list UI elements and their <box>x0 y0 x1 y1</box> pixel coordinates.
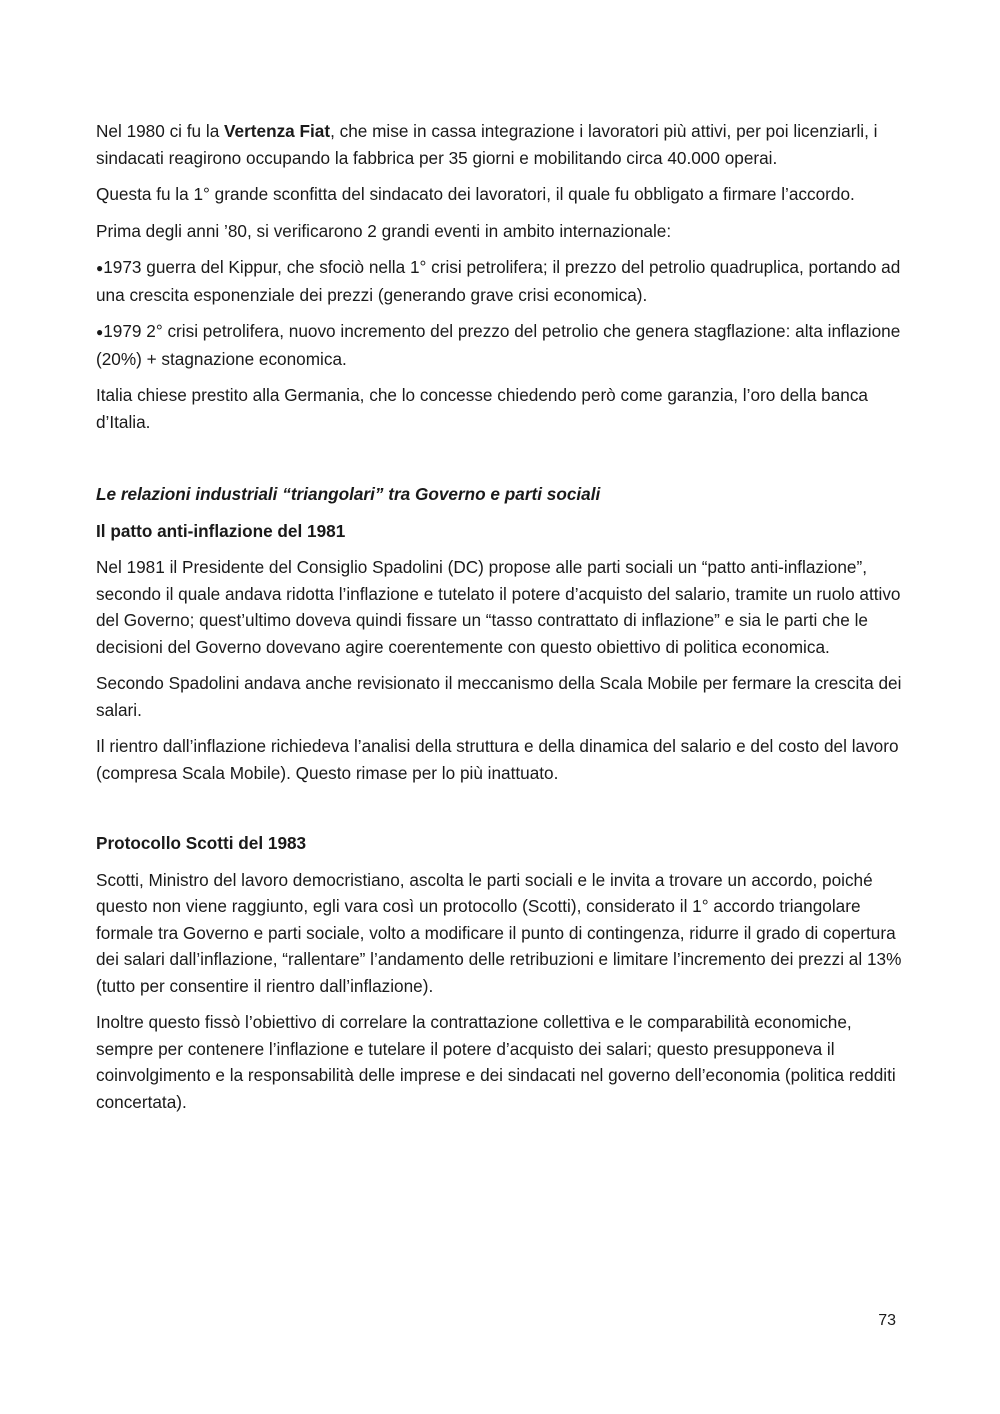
bullet-item-1979 <box>96 318 902 372</box>
bullet-text: 1973 guerra del Kippur, che sfociò nella 1° crisi petrolifera; il prezzo del petrolio quadruplica, portando ad una crescita esponenziale dei prezzi (generando grave crisi economica). <box>96 257 901 305</box>
page-number: 73 <box>878 1312 896 1329</box>
paragraph-text: Nel 1980 ci fu la <box>96 121 225 141</box>
paragraph-prestito-germania: Italia chiese prestito alla Germania, che lo concesse chiedendo però come garanzia, l’oro della banca d’Italia. <box>96 385 868 432</box>
bullet-text: 1979 2° crisi petrolifera, nuovo incremento del prezzo del petrolio che genera stagflazione: alta inflazione (20%) + stagnazione economica. <box>96 321 901 369</box>
paragraph-contrattazione-collettiva: Inoltre questo fissò l’obiettivo di correlare la contrattazione collettiva e le comparabilità economiche, sempre per contenere l’inflazione e tutelare il potere d’acquisto dei salari; questo presupponeva il coinvolgimento e la responsabilità delle imprese e dei sindacati nel governo dell’economia (politica redditi concertata). <box>96 1012 896 1112</box>
document-page <box>96 118 902 1125</box>
paragraph-sconfitta: Questa fu la 1° grande sconfitta del sindacato dei lavoratori, il quale fu obbligato a firmare l’accordo. <box>96 184 855 204</box>
paragraph-spadolini: Nel 1981 il Presidente del Consiglio Spadolini (DC) propose alle parti sociali un “patto anti-inflazione”, secondo il quale andava ridotta l’inflazione e tutelato il potere d’acquisto del salario, tramite un ruolo attivo del Governo; quest’ultimo doveva quindi fissare un “tasso contrattato di inflazione” e sia le parti che le decisioni del Governo dovevano agire coerentemente con questo obiettivo di politica economica. <box>96 557 901 657</box>
bullet-item-1973 <box>96 254 902 308</box>
bullet-icon: ● <box>96 325 104 339</box>
paragraph-text: , che mise in cassa integrazione i lavoratori più attivi, per poi licenziarli, i sindacati reagirono occupando la fabbrica per 35 giorni e mobilitando circa 40.000 operai. <box>96 121 878 168</box>
subheading-protocollo-scotti: Protocollo Scotti del 1983 <box>96 833 307 853</box>
paragraph-scala-mobile: Secondo Spadolini andava anche revisionato il meccanismo della Scala Mobile per fermare la crescita dei salari. <box>96 673 902 720</box>
paragraph-rientro-inflazione: Il rientro dall’inflazione richiedeva l’analisi della struttura e della dinamica del salario e del costo del lavoro (compresa Scala Mobile). Questo rimase per lo più inattuato. <box>96 736 899 783</box>
bullet-icon: ● <box>96 261 104 275</box>
paragraph-vertenza-fiat <box>96 118 902 171</box>
paragraph-scotti: Scotti, Ministro del lavoro democristiano, ascolta le parti sociali e le invita a trovare un accordo, poiché questo non viene raggiunto, egli vara così un protocollo (Scotti), considerato il 1° accordo triangolare formale tra Governo e parti sociale, volto a modificare il punto di contingenza, ridurre il grado di copertura dei salari dall’inflazione, “rallentare” l’andamento delle retribuzioni e limitare l’incremento dei prezzi al 13% (tutto per consentire il rientro dall’inflazione). <box>96 869 902 996</box>
section-heading-relazioni-industriali: Le relazioni industriali “triangolari” tra Governo e parti sociali <box>96 484 601 504</box>
subheading-patto-anti-inflazione: Il patto anti-inflazione del 1981 <box>96 520 346 541</box>
bold-term-vertenza-fiat: Vertenza Fiat <box>224 121 331 141</box>
paragraph-eventi-internazionali: Prima degli anni ’80, si verificarono 2 grandi eventi in ambito internazionale: <box>96 220 672 241</box>
